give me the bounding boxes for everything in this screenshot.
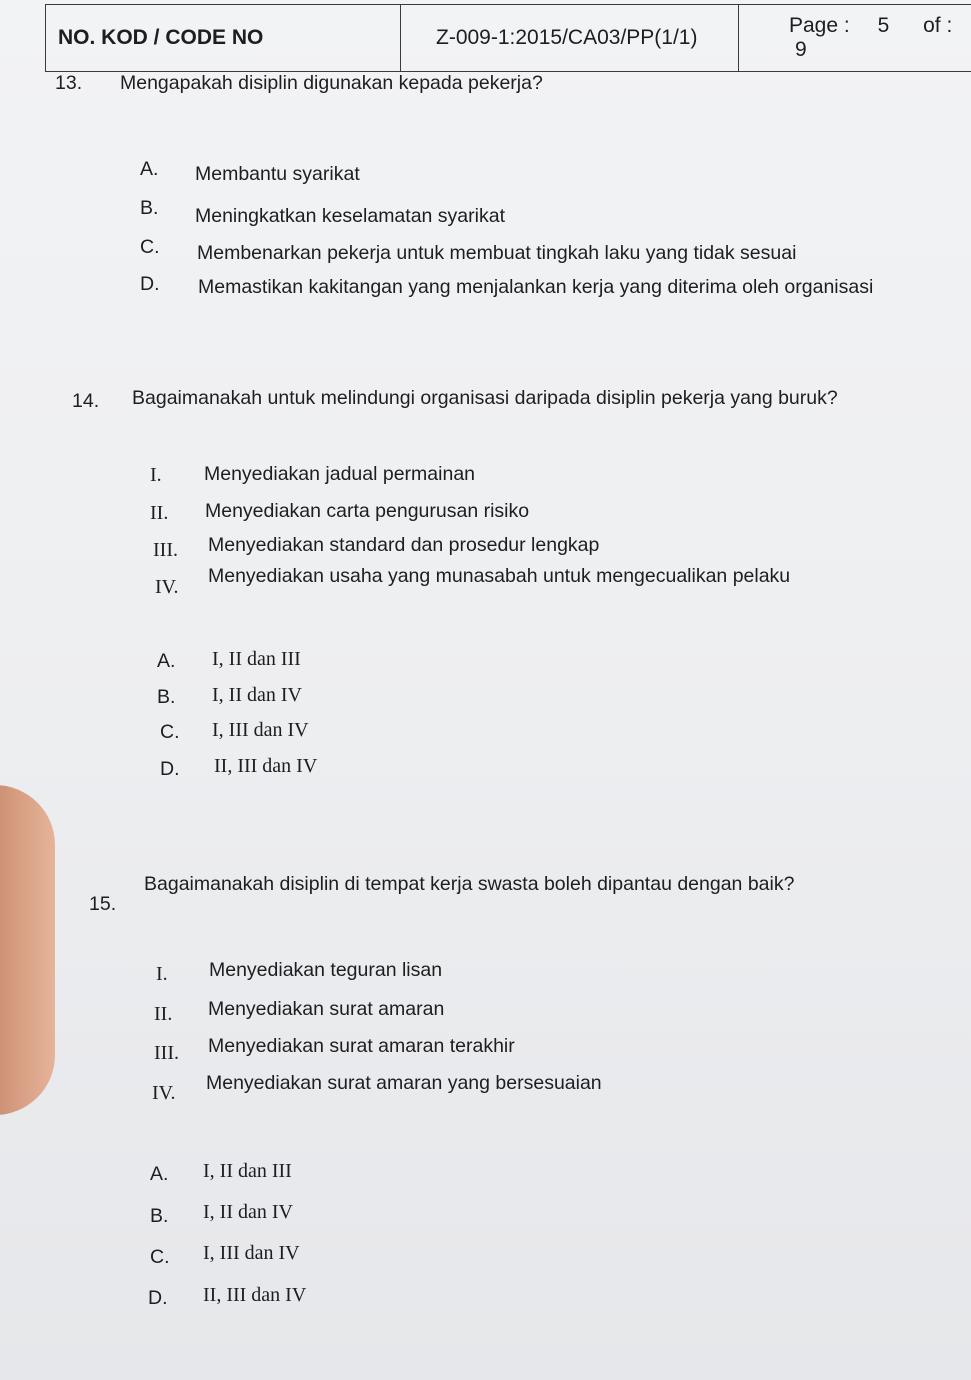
q15-statement-1: Menyediakan teguran lisan: [209, 959, 443, 981]
q13-option-c: Membenarkan pekerja untuk membuat tingkah laku yang tidak sesuai: [197, 242, 797, 264]
q15-option-letter: D.: [148, 1287, 168, 1309]
q14-statement-1: Menyediakan jadual permainan: [204, 463, 476, 485]
q15-option-letter: B.: [150, 1205, 169, 1227]
q15-option-a: I, II dan III: [203, 1160, 292, 1182]
q15-statement-3: Menyediakan surat amaran terakhir: [208, 1035, 515, 1057]
q14-number: 14.: [72, 390, 100, 412]
q13-option-d: Memastikan kakitangan yang menjalankan kerja yang diterima oleh organisasi: [198, 276, 874, 298]
q14-statement-number: III.: [153, 539, 178, 561]
q15-statement-number: IV.: [152, 1082, 176, 1104]
q14-statement-number: IV.: [155, 576, 179, 598]
q14-option-c: I, III dan IV: [212, 719, 309, 741]
q13-option-b: Meningkatkan keselamatan syarikat: [195, 205, 505, 227]
q13-option-letter: D.: [140, 273, 160, 295]
page-total: 9: [795, 38, 807, 61]
thumb-photo-artifact: [0, 785, 55, 1115]
q15-question: Bagaimanakah disiplin di tempat kerja swasta boleh dipantau dengan baik?: [144, 873, 795, 895]
page-info: [739, 5, 971, 72]
q14-statement-2: Menyediakan carta pengurusan risiko: [205, 500, 530, 522]
page-label: Page :: [789, 14, 850, 37]
q15-statement-2: Menyediakan surat amaran: [208, 998, 445, 1020]
q14-statement-number: II.: [150, 502, 169, 524]
q15-option-d: II, III dan IV: [203, 1284, 307, 1306]
page-number: 5: [877, 14, 890, 37]
q13-option-letter: B.: [140, 197, 159, 219]
q13-option-letter: C.: [140, 236, 160, 258]
q14-question: Bagaimanakah untuk melindungi organisasi daripada disiplin pekerja yang buruk?: [132, 387, 838, 409]
q15-statement-4: Menyediakan surat amaran yang bersesuaian: [206, 1072, 602, 1094]
code-label: NO. KOD / CODE NO: [46, 5, 401, 72]
q15-statement-number: III.: [154, 1042, 179, 1064]
of-label: of :: [923, 14, 953, 37]
q13-question: Mengapakah disiplin digunakan kepada pekerja?: [120, 72, 543, 94]
q14-option-letter: B.: [157, 686, 176, 708]
q14-statement-4: Menyediakan usaha yang munasabah untuk mengecualikan pelaku: [208, 565, 791, 587]
q15-option-b: I, II dan IV: [203, 1201, 293, 1223]
q15-statement-number: I.: [156, 963, 168, 985]
code-value: Z-009-1:2015/CA03/PP(1/1): [401, 5, 739, 72]
q14-option-letter: D.: [160, 758, 180, 780]
q14-option-b: I, II dan IV: [212, 684, 302, 706]
q15-option-letter: A.: [150, 1163, 169, 1185]
q13-option-letter: A.: [140, 158, 159, 180]
q15-option-letter: C.: [150, 1246, 170, 1268]
q13-number: 13.: [55, 72, 83, 94]
q15-statement-number: II.: [154, 1003, 173, 1025]
q14-option-letter: A.: [157, 650, 176, 672]
q14-option-d: II, III dan IV: [214, 755, 318, 777]
header-table: [45, 4, 971, 72]
q13-option-a: Membantu syarikat: [195, 163, 360, 185]
q14-statement-3: Menyediakan standard dan prosedur lengkap: [208, 534, 600, 556]
q15-number: 15.: [89, 893, 117, 915]
q14-option-letter: C.: [160, 721, 180, 743]
q14-option-a: I, II dan III: [212, 648, 301, 670]
q14-statement-number: I.: [150, 464, 162, 486]
q15-option-c: I, III dan IV: [203, 1242, 300, 1264]
